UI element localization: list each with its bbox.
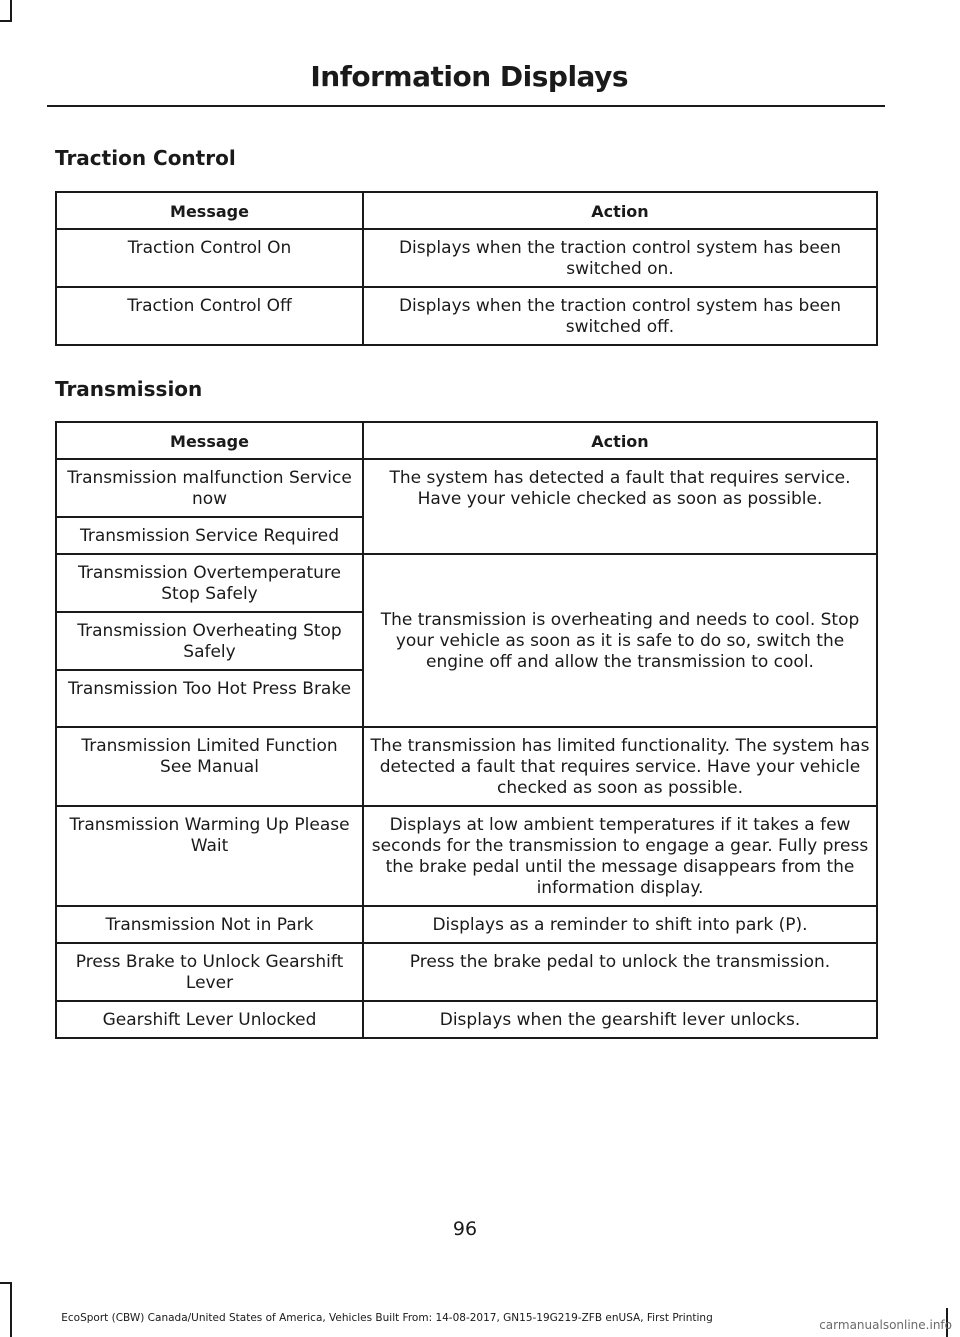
table-row xyxy=(56,806,877,906)
transmission-table xyxy=(55,421,878,1039)
footer-text: EcoSport (CBW) Canada/United States of America, Vehicles Built From: 14-08-2017, GN15-19G219-ZFB enUSA, First Printing xyxy=(61,1312,713,1324)
message-cell: Transmission Service Required xyxy=(56,517,363,554)
crop-mark-top-left xyxy=(10,0,12,22)
message-cell: Transmission malfunction Service now xyxy=(56,459,363,517)
crop-mark-bottom-left xyxy=(10,1282,12,1337)
action-cell: Displays when the traction control system has been switched off. xyxy=(363,287,877,345)
table-row xyxy=(56,943,877,1001)
action-cell: The system has detected a fault that requires service. Have your vehicle checked as soon as possible. xyxy=(363,459,877,554)
action-cell: Displays when the gearshift lever unlocks. xyxy=(363,1001,877,1038)
action-cell: Displays at low ambient temperatures if it takes a few seconds for the transmission to engage a gear. Fully press the brake pedal until the message disappears from the information display. xyxy=(363,806,877,906)
message-cell: Transmission Overheating Stop Safely xyxy=(56,612,363,670)
page-header-title: Information Displays xyxy=(310,60,628,93)
message-cell: Transmission Limited Function See Manual xyxy=(56,727,363,806)
section-title-traction-control: Traction Control xyxy=(55,146,236,170)
column-header-action: Action xyxy=(363,422,877,459)
message-cell: Traction Control On xyxy=(56,229,363,287)
message-cell: Transmission Not in Park xyxy=(56,906,363,943)
message-cell: Transmission Too Hot Press Brake xyxy=(56,670,363,727)
column-header-message: Message xyxy=(56,422,363,459)
table-header-row xyxy=(56,422,877,459)
action-cell: Press the brake pedal to unlock the transmission. xyxy=(363,943,877,1001)
column-header-action: Action xyxy=(363,192,877,229)
table-header-row xyxy=(56,192,877,229)
table-row xyxy=(56,906,877,943)
column-header-message: Message xyxy=(56,192,363,229)
message-cell: Transmission Overtemperature Stop Safely xyxy=(56,554,363,612)
page-number: 96 xyxy=(452,1218,478,1240)
table-row xyxy=(56,287,877,345)
table-row xyxy=(56,554,877,612)
table-row xyxy=(56,727,877,806)
traction-control-table xyxy=(55,191,878,346)
message-cell: Gearshift Lever Unlocked xyxy=(56,1001,363,1038)
message-cell: Transmission Warming Up Please Wait xyxy=(56,806,363,906)
table-row xyxy=(56,459,877,517)
action-cell: Displays when the traction control system has been switched on. xyxy=(363,229,877,287)
action-cell: Displays as a reminder to shift into park (P). xyxy=(363,906,877,943)
action-cell: The transmission is overheating and needs to cool. Stop your vehicle as soon as it is safe to do so, switch the engine off and allow the transmission to cool. xyxy=(363,554,877,727)
table-row xyxy=(56,1001,877,1038)
table-row xyxy=(56,229,877,287)
crop-mark-bottom-left-h xyxy=(0,1282,12,1284)
header-rule xyxy=(47,105,885,107)
message-cell: Traction Control Off xyxy=(56,287,363,345)
watermark-text: carmanualsonline.info xyxy=(819,1318,952,1332)
crop-mark-top-left-h xyxy=(0,20,12,22)
message-cell: Press Brake to Unlock Gearshift Lever xyxy=(56,943,363,1001)
action-cell: The transmission has limited functionality. The system has detected a fault that requires service. Have your vehicle checked as soon as possible. xyxy=(363,727,877,806)
section-title-transmission: Transmission xyxy=(55,377,203,401)
